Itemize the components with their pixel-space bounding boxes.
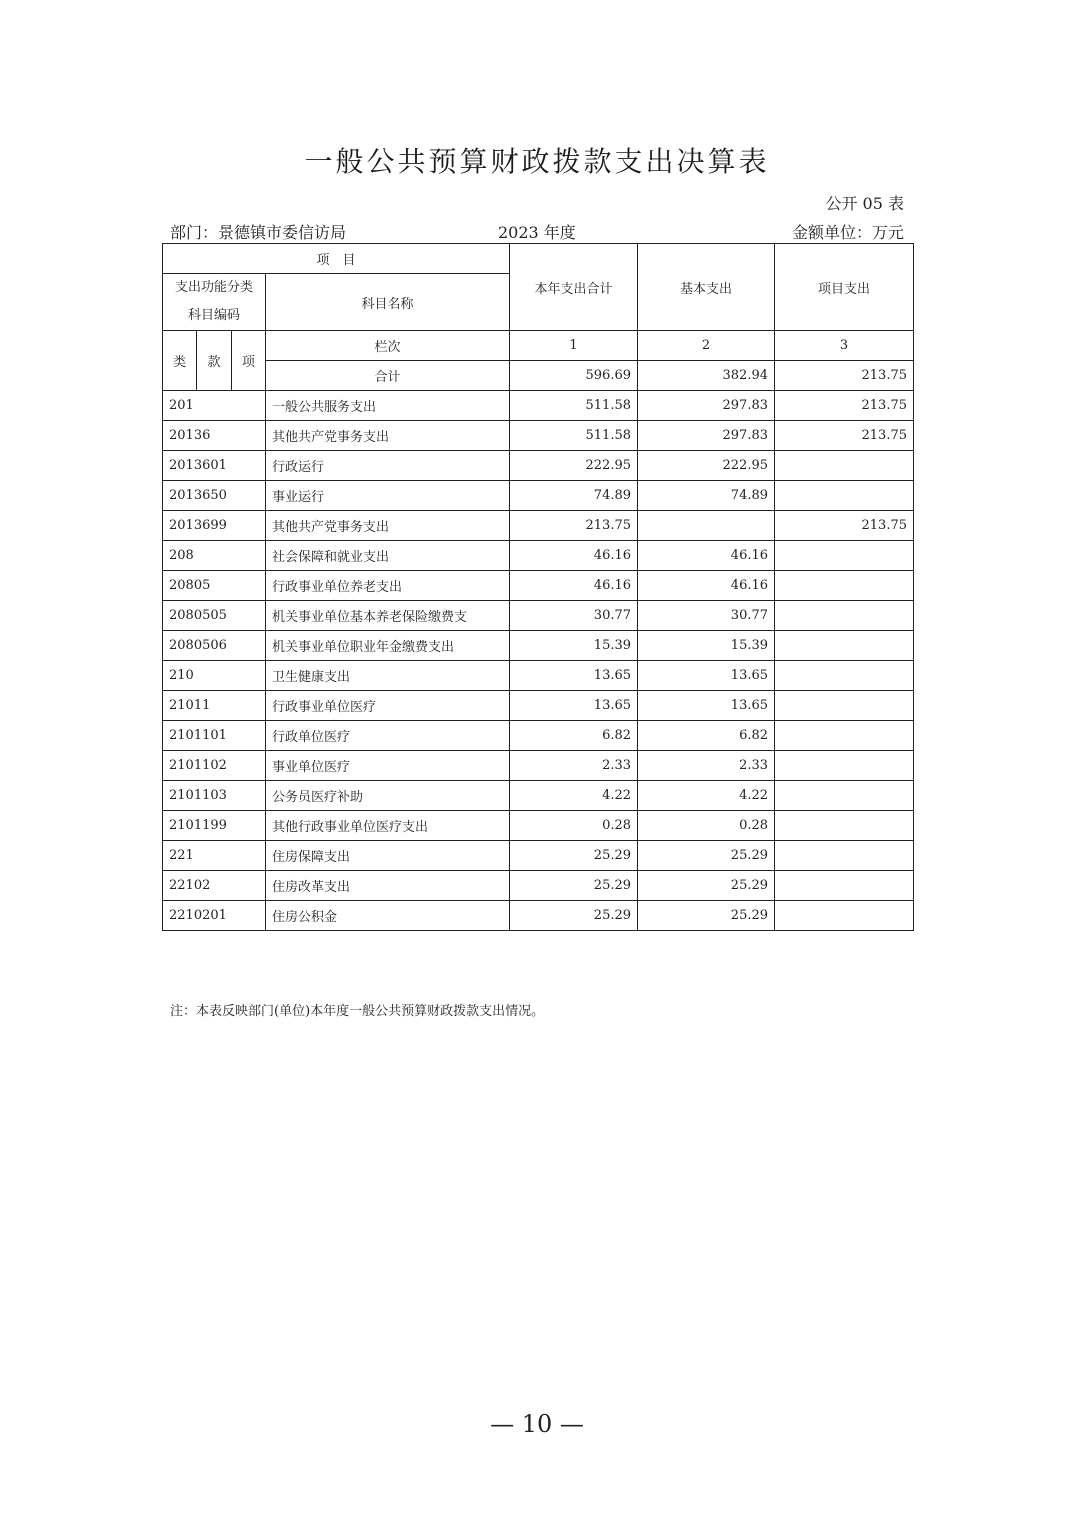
fiscal-year: 2023 年度	[498, 223, 576, 242]
row-code: 2101199	[163, 811, 266, 841]
header-col-no-2: 2	[638, 331, 775, 361]
row-basic: 46.16	[638, 571, 775, 601]
row-code: 201	[163, 391, 266, 421]
table-row	[163, 871, 914, 901]
row-basic: 297.83	[638, 391, 775, 421]
row-basic: 15.39	[638, 631, 775, 661]
row-total: 4.22	[510, 781, 638, 811]
department-label: 部门：景德镇市委信访局	[170, 223, 347, 242]
row-total: 46.16	[510, 571, 638, 601]
sum-label: 合计	[266, 361, 510, 391]
header-col-no-1: 1	[510, 331, 638, 361]
table-row	[163, 751, 914, 781]
row-total: 74.89	[510, 481, 638, 511]
row-subject-name: 住房改革支出	[266, 871, 510, 901]
row-total: 30.77	[510, 601, 638, 631]
row-project	[775, 661, 914, 691]
row-basic	[638, 511, 775, 541]
row-project	[775, 541, 914, 571]
row-code: 210	[163, 661, 266, 691]
row-subject-name: 行政事业单位医疗	[266, 691, 510, 721]
header-col-no-3: 3	[775, 331, 914, 361]
row-basic: 0.28	[638, 811, 775, 841]
page-title: 一般公共预算财政拨款支出决算表	[304, 145, 770, 178]
row-subject-name: 一般公共服务支出	[266, 391, 510, 421]
row-project	[775, 571, 914, 601]
row-basic: 30.77	[638, 601, 775, 631]
table-row	[163, 481, 914, 511]
table-row	[163, 421, 914, 451]
row-subject-name: 社会保障和就业支出	[266, 541, 510, 571]
table-row	[163, 781, 914, 811]
row-code: 2013699	[163, 511, 266, 541]
row-code: 2101102	[163, 751, 266, 781]
row-code: 22102	[163, 871, 266, 901]
row-subject-name: 其他行政事业单位医疗支出	[266, 811, 510, 841]
row-total: 46.16	[510, 541, 638, 571]
row-subject-name: 其他共产党事务支出	[266, 511, 510, 541]
row-subject-name: 卫生健康支出	[266, 661, 510, 691]
row-project	[775, 811, 914, 841]
row-project: 213.75	[775, 421, 914, 451]
row-subject-name: 行政事业单位养老支出	[266, 571, 510, 601]
row-basic: 25.29	[638, 841, 775, 871]
row-basic: 2.33	[638, 751, 775, 781]
row-total: 0.28	[510, 811, 638, 841]
row-total: 25.29	[510, 901, 638, 931]
row-code: 2080506	[163, 631, 266, 661]
row-subject-name: 行政运行	[266, 451, 510, 481]
row-subject-name: 事业单位医疗	[266, 751, 510, 781]
row-basic: 13.65	[638, 691, 775, 721]
row-project	[775, 751, 914, 781]
row-total: 511.58	[510, 421, 638, 451]
header-code	[163, 274, 266, 331]
table-row	[163, 601, 914, 631]
header-column-no-label: 栏次	[266, 331, 510, 361]
row-subject-name: 行政单位医疗	[266, 721, 510, 751]
row-basic: 46.16	[638, 541, 775, 571]
row-basic: 25.29	[638, 871, 775, 901]
header-xiang: 项	[232, 331, 266, 391]
row-basic: 74.89	[638, 481, 775, 511]
header-code-line2: 科目编码	[187, 308, 240, 323]
row-project	[775, 781, 914, 811]
row-project	[775, 871, 914, 901]
row-code: 2101103	[163, 781, 266, 811]
row-project: 213.75	[775, 391, 914, 421]
header-col-total: 本年支出合计	[510, 244, 638, 331]
row-code: 221	[163, 841, 266, 871]
table-row	[163, 511, 914, 541]
sum-project: 213.75	[775, 361, 914, 391]
row-project	[775, 481, 914, 511]
table-row	[163, 391, 914, 421]
row-basic: 297.83	[638, 421, 775, 451]
table-row	[163, 721, 914, 751]
header-lei: 类	[163, 331, 197, 391]
row-total: 213.75	[510, 511, 638, 541]
row-code: 2080505	[163, 601, 266, 631]
row-code: 2210201	[163, 901, 266, 931]
row-total: 6.82	[510, 721, 638, 751]
table-row	[163, 841, 914, 871]
row-basic: 25.29	[638, 901, 775, 931]
header-row-item	[163, 244, 914, 274]
row-subject-name: 机关事业单位职业年金缴费支出	[266, 631, 510, 661]
row-basic: 4.22	[638, 781, 775, 811]
row-project	[775, 451, 914, 481]
table-row	[163, 541, 914, 571]
row-project	[775, 601, 914, 631]
sum-basic: 382.94	[638, 361, 775, 391]
row-total: 13.65	[510, 691, 638, 721]
row-total: 25.29	[510, 871, 638, 901]
row-basic: 6.82	[638, 721, 775, 751]
row-total: 222.95	[510, 451, 638, 481]
row-project: 213.75	[775, 511, 914, 541]
row-project	[775, 901, 914, 931]
row-project	[775, 841, 914, 871]
sum-total: 596.69	[510, 361, 638, 391]
row-subject-name: 机关事业单位基本养老保险缴费支	[266, 601, 510, 631]
row-code: 20136	[163, 421, 266, 451]
row-subject-name: 事业运行	[266, 481, 510, 511]
row-total: 25.29	[510, 841, 638, 871]
row-code: 2013650	[163, 481, 266, 511]
table-row	[163, 571, 914, 601]
row-project	[775, 691, 914, 721]
row-subject-name: 住房保障支出	[266, 841, 510, 871]
header-item: 项 目	[163, 244, 510, 274]
header-code-line1: 支出功能分类	[174, 280, 253, 295]
table-note: 注：本表反映部门(单位)本年度一般公共预算财政拨款支出情况。	[170, 1004, 545, 1019]
row-code: 20805	[163, 571, 266, 601]
row-basic: 222.95	[638, 451, 775, 481]
row-code: 2013601	[163, 451, 266, 481]
sum-row	[163, 361, 914, 391]
header-subject-name: 科目名称	[266, 274, 510, 331]
amount-unit: 金额单位：万元	[791, 223, 904, 242]
row-project	[775, 721, 914, 751]
row-code: 2101101	[163, 721, 266, 751]
table-row	[163, 451, 914, 481]
header-row-column-numbers	[163, 331, 914, 361]
row-total: 511.58	[510, 391, 638, 421]
header-kuan: 款	[197, 331, 232, 391]
row-subject-name: 公务员医疗补助	[266, 781, 510, 811]
row-total: 2.33	[510, 751, 638, 781]
table-row	[163, 901, 914, 931]
table-number: 公开 05 表	[825, 194, 904, 213]
table-row	[163, 811, 914, 841]
row-total: 13.65	[510, 661, 638, 691]
row-subject-name: 其他共产党事务支出	[266, 421, 510, 451]
row-subject-name: 住房公积金	[266, 901, 510, 931]
row-code: 21011	[163, 691, 266, 721]
table-row	[163, 661, 914, 691]
budget-table	[162, 243, 914, 931]
table-row	[163, 691, 914, 721]
row-code: 208	[163, 541, 266, 571]
row-basic: 13.65	[638, 661, 775, 691]
header-col-project: 项目支出	[775, 244, 914, 331]
row-project	[775, 631, 914, 661]
page-number: — 10 —	[490, 1410, 584, 1438]
header-col-basic: 基本支出	[638, 244, 775, 331]
table-row	[163, 631, 914, 661]
row-total: 15.39	[510, 631, 638, 661]
